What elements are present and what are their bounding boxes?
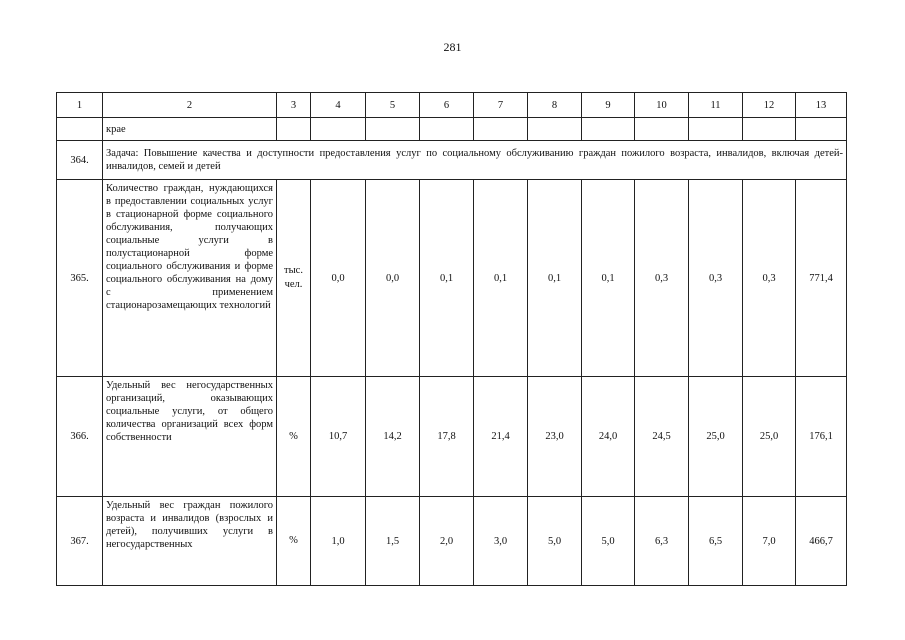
value-cell: 0,1	[420, 180, 474, 377]
table-row	[57, 180, 847, 377]
empty-cell	[689, 118, 743, 141]
value-cell: 25,0	[689, 377, 743, 497]
column-number-header-row	[57, 93, 847, 118]
header-cell: 7	[474, 93, 528, 118]
task-description: Задача: Повышение качества и доступности предоставления услуг по социальному обслуживанию граждан пожилого возраста, инвалидов, включая детей-инвалидов, семей и детей	[103, 141, 847, 180]
empty-cell	[528, 118, 582, 141]
value-cell: 0,0	[311, 180, 366, 377]
empty-cell	[277, 118, 311, 141]
value-cell: 24,5	[635, 377, 689, 497]
header-cell: 4	[311, 93, 366, 118]
table-row	[57, 497, 847, 586]
row-number-cell: 366.	[57, 377, 103, 497]
page-number: 281	[443, 40, 462, 54]
value-cell: 24,0	[582, 377, 635, 497]
value-cell: 10,7	[311, 377, 366, 497]
value-cell: 14,2	[366, 377, 420, 497]
empty-cell	[582, 118, 635, 141]
empty-cell	[474, 118, 528, 141]
header-cell: 3	[277, 93, 311, 118]
row-number-cell: 365.	[57, 180, 103, 377]
value-cell: 23,0	[528, 377, 582, 497]
header-cell: 10	[635, 93, 689, 118]
indicator-name-cell: Удельный вес граждан пожилого возраста и инвалидов (взрослых и детей), получивших услуги в негосударственных	[103, 497, 277, 586]
header-cell: 11	[689, 93, 743, 118]
indicator-table	[56, 92, 847, 586]
unit-cell: %	[277, 377, 311, 497]
indicator-name-cell: крае	[103, 118, 277, 141]
unit-cell: тыс. чел.	[277, 180, 311, 377]
empty-cell	[743, 118, 796, 141]
header-cell: 9	[582, 93, 635, 118]
value-cell: 5,0	[582, 497, 635, 586]
value-cell: 5,0	[528, 497, 582, 586]
value-cell: 0,1	[582, 180, 635, 377]
value-cell: 6,5	[689, 497, 743, 586]
value-cell: 17,8	[420, 377, 474, 497]
table-row	[57, 377, 847, 497]
value-cell: 0,3	[689, 180, 743, 377]
value-cell: 176,1	[796, 377, 847, 497]
empty-cell	[420, 118, 474, 141]
empty-cell	[311, 118, 366, 141]
empty-cell	[366, 118, 420, 141]
value-cell: 0,1	[528, 180, 582, 377]
continuation-row	[57, 118, 847, 141]
indicator-name-cell: Удельный вес негосударственных организаций, оказывающих социальные услуги, от общего количества организаций всех форм собственности	[103, 377, 277, 497]
value-cell: 0,3	[635, 180, 689, 377]
value-cell: 466,7	[796, 497, 847, 586]
value-cell: 2,0	[420, 497, 474, 586]
header-cell: 8	[528, 93, 582, 118]
value-cell: 0,3	[743, 180, 796, 377]
value-cell: 1,0	[311, 497, 366, 586]
header-cell: 1	[57, 93, 103, 118]
row-number-cell: 367.	[57, 497, 103, 586]
value-cell: 25,0	[743, 377, 796, 497]
value-cell: 3,0	[474, 497, 528, 586]
value-cell: 1,5	[366, 497, 420, 586]
row-number-cell: 364.	[57, 141, 103, 180]
value-cell: 7,0	[743, 497, 796, 586]
value-cell: 771,4	[796, 180, 847, 377]
header-cell: 12	[743, 93, 796, 118]
unit-cell: %	[277, 497, 311, 586]
empty-cell	[635, 118, 689, 141]
empty-cell	[796, 118, 847, 141]
header-cell: 13	[796, 93, 847, 118]
row-number-cell	[57, 118, 103, 141]
header-cell: 2	[103, 93, 277, 118]
value-cell: 6,3	[635, 497, 689, 586]
task-row	[57, 141, 847, 180]
value-cell: 21,4	[474, 377, 528, 497]
indicator-name-cell: Количество граждан, нуждающихся в предоставлении социальных услуг в стационарной форме социального обслуживания, получающих социальные услуги в полустационарной форме социального обслуживания и форме социального обслуживания на дому с применением стационарозамещающих технологий	[103, 180, 277, 377]
header-cell: 6	[420, 93, 474, 118]
value-cell: 0,1	[474, 180, 528, 377]
header-cell: 5	[366, 93, 420, 118]
value-cell: 0,0	[366, 180, 420, 377]
